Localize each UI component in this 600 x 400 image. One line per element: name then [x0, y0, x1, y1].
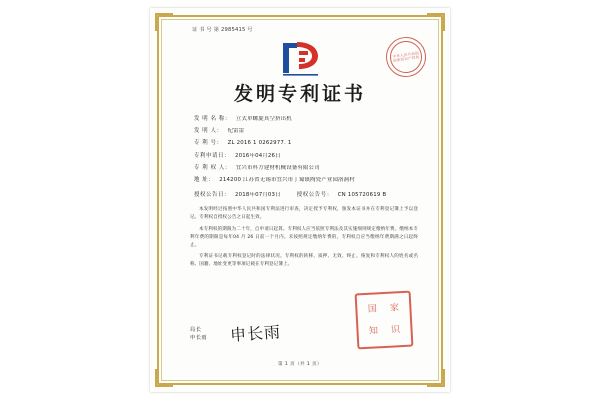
field-row-patent-number — [194, 140, 418, 147]
body-paragraph-2: 本专利权的期限为二十年，自申请日起算。专利权人应当依照专利法及其实施细则规定缴纳年费。缴纳本专利年费的期限是每年04 月 26 日前一个月内。未按照规定缴纳年费的，专利权自应当缴纳年费期满之日起终止。 — [190, 226, 418, 248]
field-value: 杞雷雷 — [227, 128, 245, 135]
director-handwritten-signature: 申长雨 — [229, 322, 282, 345]
field-value: 宜兴市科方建材机械设备有限公司 — [235, 164, 320, 171]
director-title-line-2: 申长雨 — [190, 334, 208, 341]
field-label: 地 址： — [194, 177, 215, 184]
certificate-fields — [194, 116, 418, 199]
body-paragraph-3: 专利证书记载专利权登记时的法律状况。专利权的转移、质押、无效、终止、恢复和专利权人的姓名或名称、国籍、地址变更等事项记载在专利登记簿上。 — [190, 254, 418, 268]
director-title-line-1: 局长 — [190, 326, 202, 333]
top-seal-text: 中华人民共和国国家知识产权局 — [388, 39, 424, 75]
grant-date-group — [194, 192, 281, 199]
field-value: 2016年04月26日 — [234, 152, 281, 159]
certificate-body — [190, 206, 418, 269]
patent-certificate — [150, 8, 450, 392]
official-square-seal — [355, 291, 414, 350]
seal-char-2: 家 — [389, 302, 400, 314]
field-value: CN 105720619 B — [337, 192, 387, 199]
seal-char-4: 识 — [390, 324, 401, 336]
certificate-title: 发明专利证书 — [233, 83, 366, 105]
field-label: 专利申请日： — [194, 152, 230, 159]
emblem-row — [168, 37, 432, 81]
seal-char-1: 国 — [367, 303, 378, 315]
field-value: ZL 2016 1 0262977. 1 — [227, 140, 292, 147]
field-value: 2018年07月03日 — [234, 192, 281, 199]
field-row-invention-name — [194, 116, 418, 123]
page-footer: 第 1 页（共 1 页） — [277, 362, 323, 367]
top-right-round-seal — [383, 34, 428, 79]
field-row-application-date — [194, 153, 418, 160]
certificate-number: 证 书 号 第 2985415 号 — [192, 27, 253, 33]
certificate-content — [168, 24, 432, 376]
field-value: 214200 江苏省无锡市宜兴市丁蜀镇陶瓷产业园洛涧村 — [219, 177, 355, 184]
grant-number-group — [297, 192, 387, 199]
field-row-address — [194, 177, 418, 184]
field-label: 授权公告号： — [296, 192, 333, 199]
field-label: 发 明 人： — [194, 128, 223, 135]
field-label: 专 利 号： — [194, 140, 223, 147]
cnipa-logo-icon — [277, 39, 323, 79]
field-value: 立式单螺旋真空挤出机 — [235, 116, 292, 122]
field-row-grant-announcement — [194, 192, 418, 199]
director-title — [190, 326, 207, 342]
body-paragraph-1: 本发明经过按照中华人民共和国专利法进行审查，决定授予专利权，颁发本证书并在专利登记簿上予以登记。专利权自授权公告之日起生效。 — [190, 207, 418, 221]
signature-area — [182, 288, 422, 350]
field-row-inventor — [194, 128, 418, 135]
field-label: 授权公告日： — [194, 192, 230, 199]
field-label: 专 利 权 人： — [194, 164, 231, 171]
square-seal-characters — [361, 297, 407, 343]
seal-char-3: 知 — [368, 325, 379, 337]
field-label: 发 明 名 称： — [194, 116, 231, 122]
field-row-patentee — [194, 165, 418, 172]
